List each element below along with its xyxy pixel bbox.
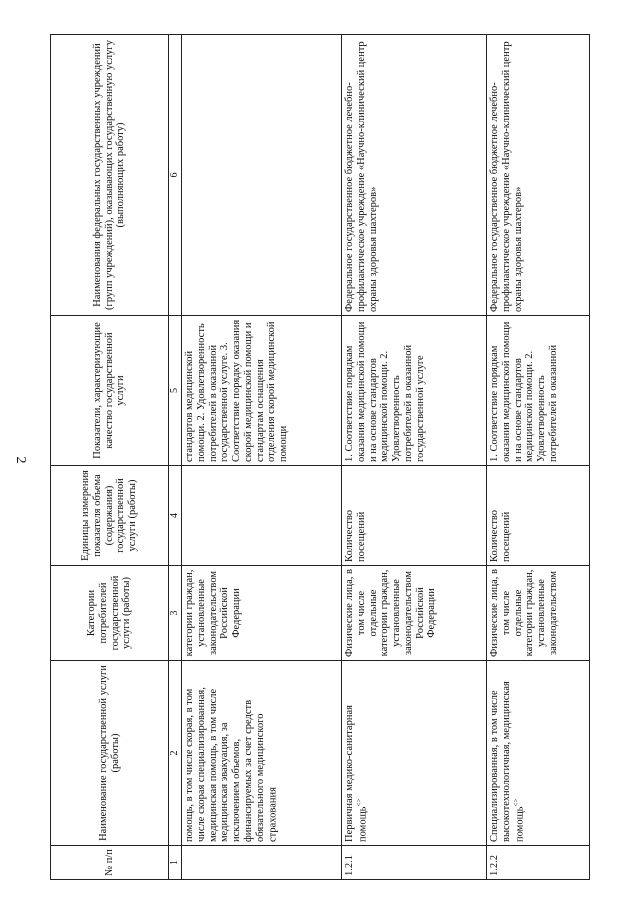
header-quality: Показатели, характеризующие качество государственной услуги [51,316,169,466]
table-row [487,35,590,880]
row-num [182,846,342,880]
row-service-text: помощь, в том числе скорая, в том числе скорая специализированная, медицинская помощь, в том числе медицинская эвакуация, за исключением объемов, финансируемых за счет средств обязательного медицинского страхования [184,687,279,842]
column-index: 1 [169,846,182,880]
column-index: 3 [169,566,182,661]
row-service [182,661,342,846]
column-index: 2 [169,661,182,846]
services-table [50,34,590,880]
row-consumers: Физические лица, в том числе отдельные категории граждан, установленные законодательством Российской Федерации [342,566,487,661]
row-service-text: Специализированная, в том числе высокотехнологичная, медицинская помощь [489,681,525,842]
column-index: 4 [169,466,182,566]
row-service [487,661,590,846]
header-consumers: Категории потребителей государственной услуги (работы) [51,566,169,661]
row-service [342,661,487,846]
row-quality: стандартов медицинской помощи. 2. Удовлетворенность потребителей в оказанной государственной услуге. 3. Соответствие порядку оказания скорой медицинской помощи и стандартам оснащения отделения скорой медицинской помощи [182,316,342,466]
page-number: 2 [13,456,28,464]
row-institutions [182,35,342,316]
header-institutions: Наименования федеральных государственных учреждений (групп учреждений), оказывающих государственную услугу (выполняющих работу) [51,35,169,316]
row-service-sup: <> [354,798,363,807]
row-service-text: Первичная медико-санитарная помощь [344,705,369,842]
row-consumers: Физические лица, в том числе отдельные категории граждан, установленные законодательством [487,566,590,661]
row-units [182,466,342,566]
rotated-table-container [50,35,590,880]
column-index: 5 [169,316,182,466]
header-service: Наименование государственной услуги (работы) [51,661,169,846]
table-row [342,35,487,880]
row-units: Количество посещений [342,466,487,566]
row-num: 1.2.2 [487,846,590,880]
row-units: Количество посещений [487,466,590,566]
table-row [182,35,342,880]
row-quality: 1. Соответствие порядкам оказания медицинской помощи и на основе стандартов медицинской помощи. 2. Удовлетворенность потребителей в оказанной государственной услуге [342,316,487,466]
column-index-row [169,35,182,880]
header-row [51,35,169,880]
row-consumers: категории граждан, установленные законодательством Российской Федерации [182,566,342,661]
header-num: № п/п [51,846,169,880]
row-quality: 1. Соответствие порядкам оказания медицинской помощи и на основе стандартов медицинской помощи. 2. Удовлетворенность потребителей в оказанной [487,316,590,466]
row-institutions: Федеральное государственное бюджетное лечебно-профилактическое учреждение «Научно-клинический центр охраны здоровья шахтеров» [342,35,487,316]
row-institutions: Федеральное государственное бюджетное лечебно-профилактическое учреждение «Научно-клинический центр охраны здоровья шахтеров» [487,35,590,316]
row-service-sup: <> [511,798,520,807]
header-units: Единицы измерения показателя объема (содержания) государственной услуги (работы) [51,466,169,566]
column-index: 6 [169,35,182,316]
row-num: 1.2.1 [342,846,487,880]
